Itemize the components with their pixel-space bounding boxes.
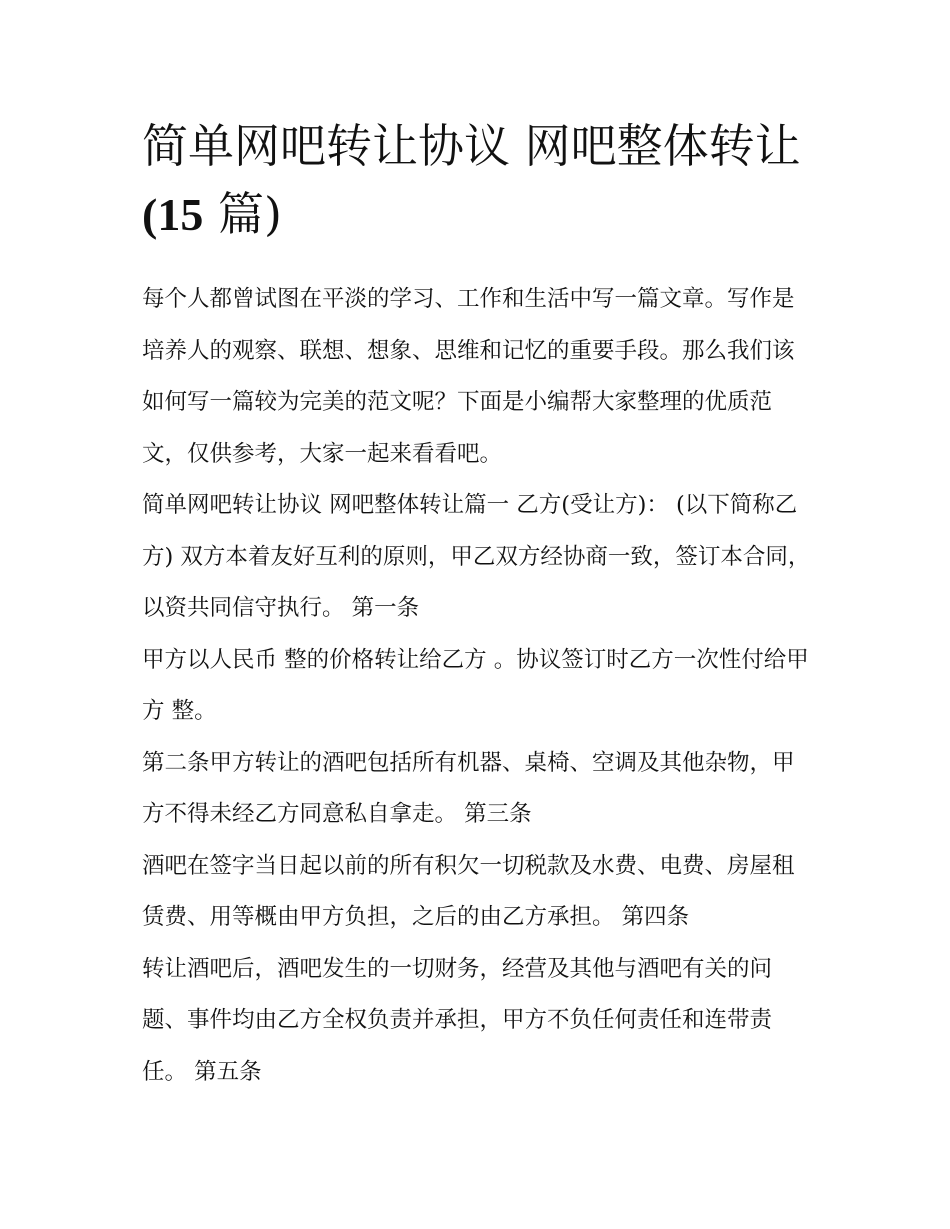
article-three-paragraph: 酒吧在签字当日起以前的所有积欠一切税款及水费、电费、房屋租赁费、用等概由甲方负担，之后的由乙方承担。 第四条	[142, 852, 795, 930]
article-one-paragraph: 甲方以人民币 整的价格转让给乙方 。协议签订时乙方一次性付给甲方 整。	[142, 646, 809, 724]
intro-paragraph: 每个人都曾试图在平淡的学习、工作和生活中写一篇文章。写作是培养人的观察、联想、想象、思维和记忆的重要手段。那么我们该如何写一篇较为完美的范文呢？下面是小编帮大家整理的优质范文，仅供参考，大家一起来看看吧。	[142, 286, 795, 467]
article-four-paragraph: 转让酒吧后，酒吧发生的一切财务，经营及其他与酒吧有关的问题、事件均由乙方全权负责并承担，甲方不负任何责任和连带责任。 第五条	[142, 955, 773, 1085]
section-one-paragraph: 简单网吧转让协议 网吧整体转让篇一 乙方(受让方)： (以下简称乙方) 双方本着友好互利的原则，甲乙双方经协商一致，签订本合同，以资共同信守执行。 第一条	[142, 492, 811, 621]
title-count: (15	[142, 189, 204, 240]
document-title	[142, 112, 814, 249]
title-text: 简单网吧转让协议 网吧整体转让	[142, 119, 801, 173]
article-two-paragraph: 第二条甲方转让的酒吧包括所有机器、桌椅、空调及其他杂物，甲方不得未经乙方同意私自拿走。 第三条	[142, 749, 795, 827]
title-suffix: 篇)	[203, 187, 282, 241]
document-body	[142, 112, 814, 1098]
